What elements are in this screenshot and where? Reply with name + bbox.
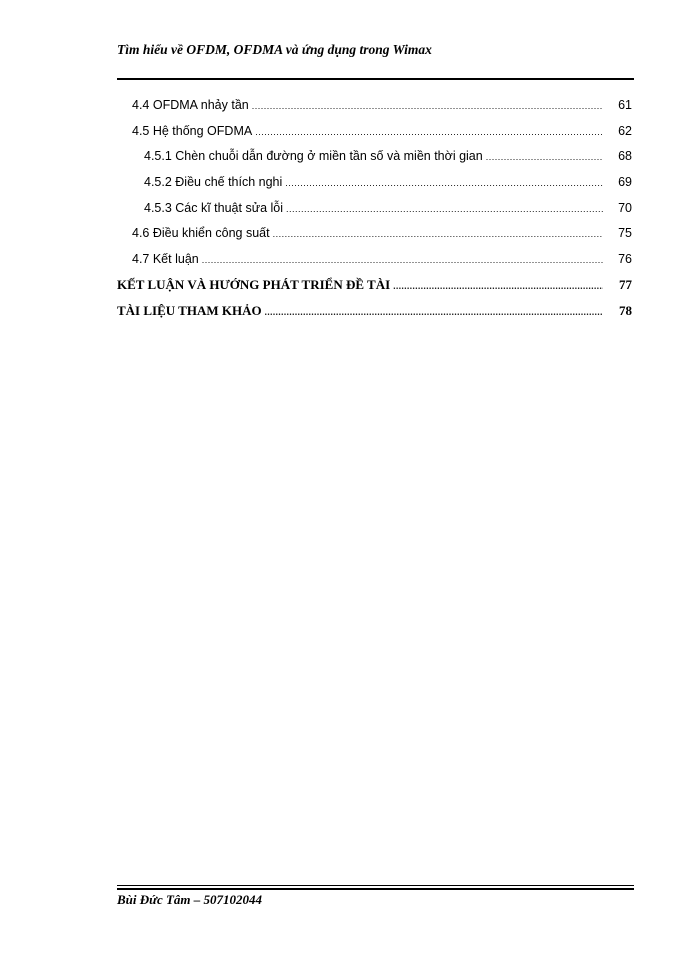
toc-entry-page: 68	[618, 149, 632, 164]
footer-divider-thick	[117, 888, 634, 890]
toc-entry-page: 61	[618, 98, 632, 112]
header-divider	[117, 78, 634, 80]
toc-entry-label: TÀI LIỆU THAM KHẢO	[117, 302, 262, 318]
toc-dot-leader	[252, 97, 603, 115]
toc-dot-leader	[202, 251, 603, 269]
toc-entry[interactable]	[117, 276, 634, 302]
toc-entry[interactable]	[117, 302, 634, 328]
toc-entry-page: 75	[618, 226, 632, 241]
toc-entry[interactable]	[117, 147, 634, 173]
toc-entry-label: 4.4 OFDMA nhảy tần	[132, 98, 249, 112]
toc-entry-label: KẾT LUẬN VÀ HƯỚNG PHÁT TRIỂN ĐỀ TÀI	[117, 276, 391, 292]
toc-entry-page: 76	[618, 252, 632, 267]
toc-entry[interactable]	[117, 224, 634, 250]
toc-entry-page: 70	[618, 200, 632, 215]
toc-entry[interactable]	[117, 199, 634, 225]
toc-dot-leader	[265, 303, 603, 321]
table-of-contents	[117, 96, 634, 327]
toc-entry-page: 78	[619, 302, 632, 318]
toc-entry-label: 4.5 Hệ thống OFDMA	[132, 123, 253, 138]
toc-entry[interactable]	[117, 122, 634, 148]
footer-divider-thin	[117, 885, 634, 886]
page-footer-author: Bùi Đức Tâm – 507102044	[117, 892, 263, 907]
toc-dot-leader	[393, 277, 603, 295]
toc-entry[interactable]	[117, 173, 634, 199]
toc-entry-label: 4.6 Điều khiển công suất	[132, 226, 270, 241]
toc-entry[interactable]	[117, 250, 634, 276]
toc-entry-page: 62	[618, 123, 632, 138]
page-header-title: Tìm hiểu về OFDM, OFDMA và ứng dụng trong Wimax	[117, 42, 432, 57]
toc-entry-page: 77	[619, 276, 632, 292]
toc-dot-leader	[486, 148, 603, 166]
toc-entry[interactable]	[117, 96, 634, 122]
toc-dot-leader	[286, 200, 603, 218]
toc-dot-leader	[285, 174, 603, 192]
toc-entry-label: 4.5.3 Các kĩ thuật sửa lỗi	[144, 200, 283, 215]
toc-entry-label: 4.5.2 Điều chế thích nghi	[144, 175, 283, 190]
toc-entry-label: 4.7 Kết luận	[132, 252, 199, 267]
toc-dot-leader	[255, 123, 603, 141]
toc-entry-page: 69	[618, 175, 632, 190]
toc-dot-leader	[273, 225, 603, 243]
toc-entry-label: 4.5.1 Chèn chuỗi dẫn đường ở miền tần số và miền thời gian	[144, 149, 483, 164]
